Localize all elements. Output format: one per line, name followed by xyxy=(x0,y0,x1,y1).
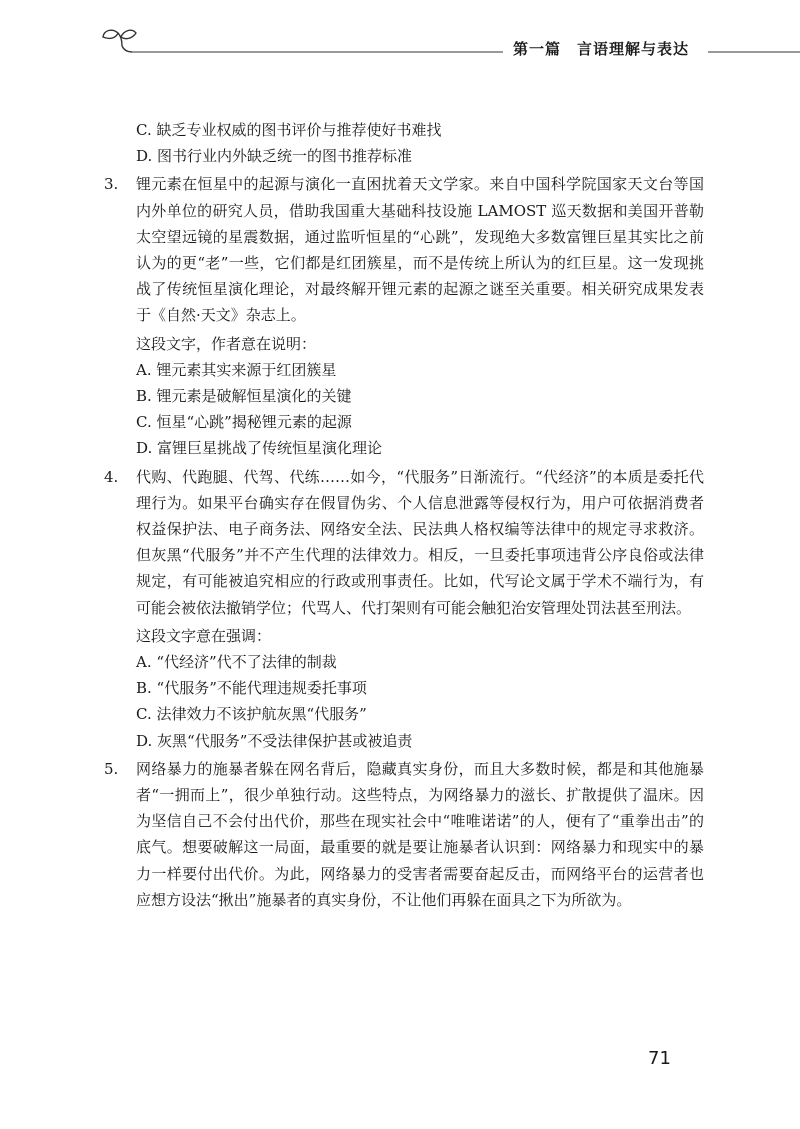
header-rule xyxy=(0,0,800,70)
option-b: B. “代服务”不能代理违规委托事项 xyxy=(136,679,367,698)
question-stem: 网络暴力的施暴者躲在网名背后，隐藏真实身份，而且大多数时候，都是和其他施暴者“一拥而上”，很少单独行动。这些特点，为网络暴力的滋长、扩散提供了温床。因为坚信自己不会付出代价，那些在现实社会中“唯唯诺诺”的人，便有了“重拳出击”的底气。想要破解这一局面，最重要的就是要让施暴者认识到：网络暴力和现实中的暴力一样要付出代价。为此，网络暴力的受害者需要奋起反击，而网络平台的运营者也应想方设法“揪出”施暴者的真实身份，不让他们再躲在面具之下为所欲为。 xyxy=(136,759,704,909)
page-number: 71 xyxy=(648,1048,671,1069)
option-a: A. 锂元素其实来源于红团簇星 xyxy=(136,360,337,379)
question-stem: 代购、代跑腿、代驾、代练……如今，“代服务”日渐流行。“代经济”的本质是委托代理行为。如果平台确实存在假冒伪劣、个人信息泄露等侵权行为，用户可依据消费者权益保护法、电子商务法、网络安全法、民法典人格权编等法律中的规定寻求救济。但灰黑“代服务”并不产生代理的法律效力。相反，一旦委托事项违背公序良俗或法律规定，有可能被追究相应的行政或刑事责任。比如，代写论文属于学术不端行为，有可能会被依法撤销学位；代骂人、代打架则有可能会触犯治安管理处罚法甚至刑法。 xyxy=(136,467,704,617)
question-5 xyxy=(104,756,704,913)
question-number: 4. xyxy=(104,467,119,486)
page-content xyxy=(104,117,704,913)
option-d: D. 富锂巨星挑战了传统恒星演化理论 xyxy=(136,439,383,458)
question-stem: 锂元素在恒星中的起源与演化一直困扰着天文学家。来自中国科学院国家天文台等国内外单位的研究人员，借助我国重大基础科技设施 LAMOST 巡天数据和美国开普勒太空望远镜的星震数据，通过监听恒星的“心跳”，发现绝大多数富锂巨星其实比之前认为的更“老”一些，它们都是红团簇星，而不是传统上所认为的红巨星。这一发现挑战了传统恒星演化理论，对最终解开锂元素的起源之谜至关重要。相关研究成果发表于《自然·天文》杂志上。 xyxy=(136,175,704,325)
option-a: A. “代经济”代不了法律的制裁 xyxy=(136,653,337,672)
question-prompt: 这段文字，作者意在说明： xyxy=(136,334,317,353)
question-4 xyxy=(104,464,704,754)
question-3 xyxy=(104,171,704,461)
question-number: 5. xyxy=(104,759,119,778)
question-number: 3. xyxy=(104,175,119,194)
question-prompt: 这段文字意在强调： xyxy=(136,626,272,645)
carryover-option-d: D. 图书行业内外缺乏统一的图书推荐标准 xyxy=(136,147,413,166)
option-d: D. 灰黑“代服务”不受法律保护甚或被追责 xyxy=(136,731,413,750)
carryover-option-c: C. 缺乏专业权威的图书评价与推荐使好书难找 xyxy=(136,121,442,139)
option-b: B. 锂元素是破解恒星演化的关键 xyxy=(136,387,352,406)
page-header xyxy=(0,0,800,70)
chapter-title: 第一篇 言语理解与表达 xyxy=(507,38,695,59)
sprout-icon xyxy=(103,30,136,52)
option-c: C. 法律效力不该护航灰黑“代服务” xyxy=(136,705,367,724)
option-c: C. 恒星“心跳”揭秘锂元素的起源 xyxy=(136,413,352,432)
